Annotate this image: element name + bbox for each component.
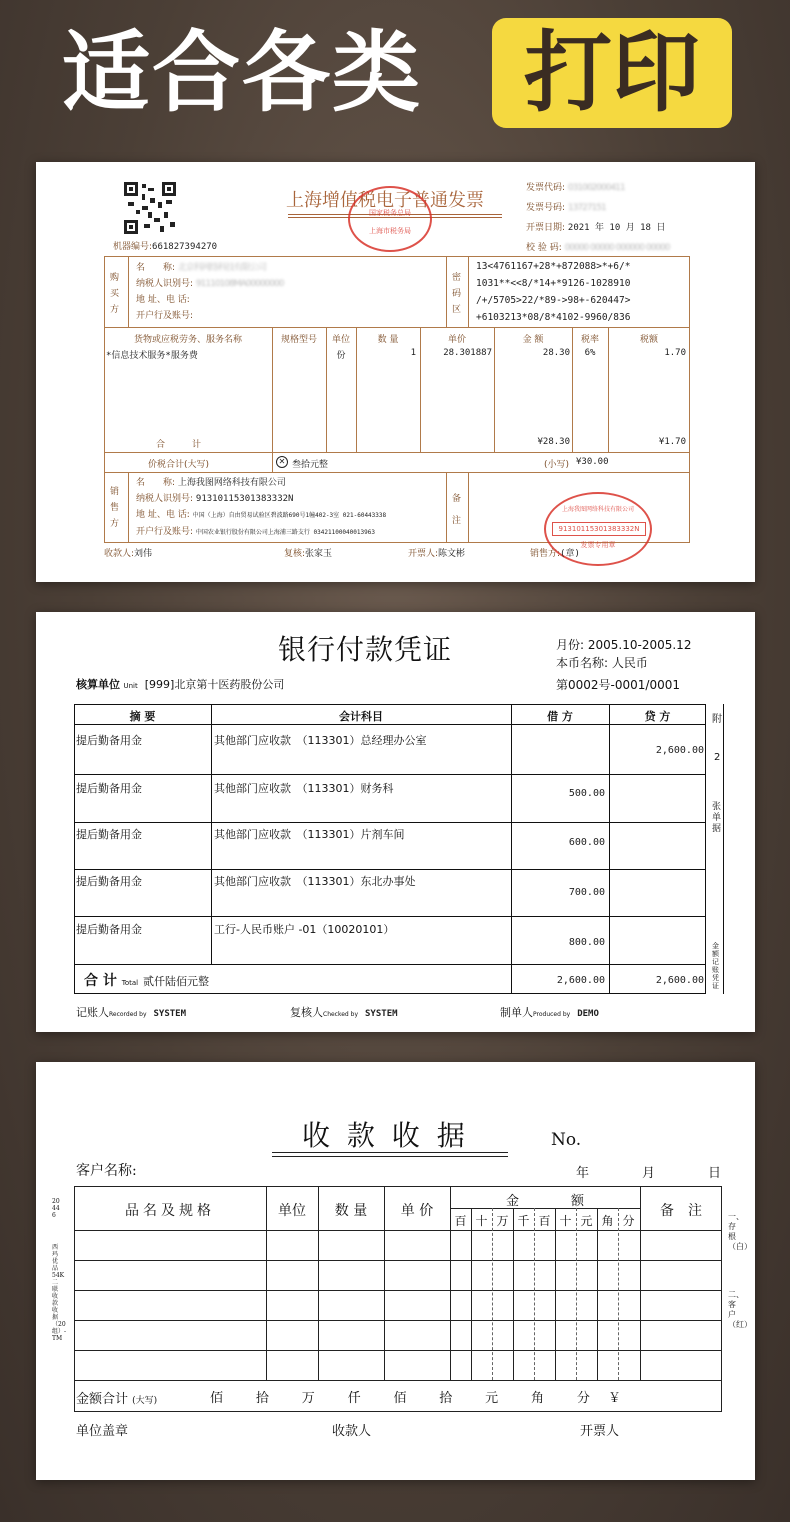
item-tax: 1.70 bbox=[664, 348, 686, 358]
invoice-code: 发票代码: 031002000411 bbox=[526, 183, 625, 193]
issuer: 开票人:陈文彬 bbox=[408, 549, 466, 559]
total-label: 合 计 bbox=[156, 440, 202, 450]
invoice-number: 发票号码: 13727151 bbox=[526, 203, 606, 213]
reviewer: 复核:张家玉 bbox=[284, 549, 333, 559]
voucher-month: 月份: 2005.10-2005.12 bbox=[556, 638, 692, 652]
footer-issuer: 开票人 bbox=[580, 1424, 620, 1439]
invoice-date: 开票日期: 2021 年 10 月 18 日 bbox=[526, 223, 666, 233]
remark-label: 备 注 bbox=[452, 494, 462, 526]
col-name-spec: 品名及规格 bbox=[125, 1203, 215, 1219]
e-invoice-sample bbox=[36, 162, 755, 582]
col-qty: 数 量 bbox=[334, 1203, 368, 1219]
side-attach: 附 bbox=[712, 714, 722, 725]
voucher-title: 银行付款凭证 bbox=[278, 633, 453, 666]
col-price: 单 价 bbox=[400, 1203, 434, 1219]
checker: 复核人Checked by SYSTEM bbox=[290, 1006, 398, 1019]
receipt-title: 收 款 收 据 bbox=[302, 1119, 469, 1152]
total-debit: 2,600.00 bbox=[556, 975, 605, 986]
invoice-check-code: 校 验 码: 00000 00000 000000 00000 bbox=[526, 243, 670, 253]
receipt-form-sample bbox=[36, 1062, 755, 1480]
cipher-section-label: 密 码 区 bbox=[452, 273, 462, 315]
total-amount: ¥28.30 bbox=[537, 437, 570, 447]
side-copy-2: 二、客户（红） bbox=[728, 1290, 752, 1329]
col-amount: 金 额 bbox=[522, 335, 544, 345]
bookkeeper: 记账人Recorded by SYSTEM bbox=[76, 1006, 187, 1019]
col-spec: 规格型号 bbox=[280, 335, 317, 345]
col-credit: 贷 方 bbox=[644, 710, 671, 723]
customer-label: 客户名称: bbox=[76, 1163, 137, 1179]
row-account: 其他部门应收款 （113301）总经理办公室 bbox=[214, 734, 427, 747]
row-summary: 提后勤备用金 bbox=[76, 875, 142, 888]
seller-info: 名 称: 上海我图网络科技有限公司 纳税人识别号: 91310115301383332N 地 址、电 话: 中国（上海）自由贸易试验区碧波路690号1幢402-3室 021-60443338 开户行及账号: 中国农业银行股份有限公司上海浦三路支行 03421100040013963 bbox=[136, 478, 387, 537]
side-copy-1: 一、存根（白） bbox=[728, 1212, 752, 1251]
item-name: *信息技术服务*服务费 bbox=[106, 351, 198, 361]
col-amount: 金 额 bbox=[505, 1194, 584, 1209]
footer-seal: 单位盖章 bbox=[76, 1424, 129, 1439]
seller-section-label: 销 售 方 bbox=[110, 487, 120, 529]
row-debit: 500.00 bbox=[568, 788, 605, 799]
col-price: 单价 bbox=[447, 335, 466, 345]
col-tax: 税额 bbox=[639, 335, 658, 345]
side-code: 20446 bbox=[52, 1198, 60, 1219]
headline-text: 适合各类 bbox=[62, 21, 423, 124]
row-debit: 800.00 bbox=[568, 937, 605, 948]
col-account: 会计科目 bbox=[339, 710, 383, 723]
total-units: 佰 拾 万 仟 佰 拾 元 角 分 bbox=[210, 1391, 590, 1406]
buyer-section-label: 购 买 方 bbox=[110, 273, 120, 315]
item-price: 28.301887 bbox=[443, 348, 492, 358]
total-tax: ¥1.70 bbox=[658, 437, 686, 447]
sum-small: ¥30.00 bbox=[576, 457, 609, 467]
col-remark: 备 注 bbox=[660, 1203, 702, 1219]
total-label: 金额合计 (大写) bbox=[76, 1392, 158, 1407]
row-summary: 提后勤备用金 bbox=[76, 923, 142, 936]
close-icon: ✕ bbox=[276, 456, 288, 468]
side-product-text: 西玛优品54K二联收款收据（20组）-TM bbox=[52, 1244, 67, 1342]
year-label: 年 bbox=[576, 1166, 590, 1181]
bank-payment-voucher-sample bbox=[36, 612, 755, 1032]
voucher-number: 第0002号-0001/0001 bbox=[556, 678, 680, 692]
row-account: 其他部门应收款 （113301）片剂车间 bbox=[214, 828, 405, 841]
row-debit: 600.00 bbox=[568, 837, 605, 848]
sum-words: 叁拾元整 bbox=[292, 460, 329, 470]
receipt-no-label: No. bbox=[551, 1130, 582, 1150]
row-summary: 提后勤备用金 bbox=[76, 782, 142, 795]
voucher-currency: 本币名称: 人民币 bbox=[556, 656, 648, 670]
row-summary: 提后勤备用金 bbox=[76, 734, 142, 747]
day-label: 日 bbox=[708, 1166, 722, 1181]
row-account: 工行-人民币账户 -01（10020101） bbox=[214, 923, 395, 936]
qr-code-icon bbox=[124, 182, 176, 234]
maker: 制单人Produced by DEMO bbox=[500, 1006, 599, 1019]
item-unit: 份 bbox=[336, 351, 346, 361]
company-invoice-seal: 上海我图网络科技有限公司 91310115301383332N 发票专用章 bbox=[544, 492, 652, 566]
total-credit: 2,600.00 bbox=[655, 975, 704, 986]
col-unit: 单位 bbox=[278, 1203, 306, 1219]
col-item-name: 货物或应税劳务、服务名称 bbox=[133, 335, 242, 345]
invoice-meta bbox=[526, 178, 669, 258]
footer-payee: 收款人 bbox=[332, 1424, 372, 1439]
col-rate: 税率 bbox=[580, 335, 599, 345]
side-doc: 张 单据 bbox=[712, 802, 722, 834]
item-qty: 1 bbox=[410, 348, 416, 358]
col-debit: 借 方 bbox=[547, 710, 573, 723]
col-summary: 摘 要 bbox=[129, 710, 156, 723]
month-label: 月 bbox=[642, 1166, 656, 1181]
row-account: 其他部门应收款 （113301）财务科 bbox=[214, 782, 394, 795]
seller-sign: 销售方:(章) bbox=[530, 549, 580, 559]
title-underline bbox=[272, 1152, 508, 1157]
item-rate: 6% bbox=[584, 348, 596, 358]
yen-sign: ￥ bbox=[608, 1391, 622, 1406]
invoice-title: 上海增值税电子普通发票 bbox=[286, 190, 484, 211]
row-credit: 2,600.00 bbox=[655, 745, 704, 756]
payee: 收款人:刘伟 bbox=[104, 549, 153, 559]
cipher-area: 13<4761167+28*+872088>*+6/* 1031**<<8/*14+*9126-1028910 /+/5705>22/*89->98+-620447> +6103213*08/8*4102-9960/836 bbox=[476, 261, 631, 323]
sum-small-label: (小写) bbox=[544, 460, 570, 470]
side-voucher-type: 金额记账凭证 bbox=[712, 942, 719, 990]
item-amount: 28.30 bbox=[542, 348, 570, 358]
buyer-info: 名 称: 北京科网络科技有限公司 纳税人识别号: 91110108MA00000000 地 址、电 话: 开户行及账号: bbox=[136, 263, 284, 321]
side-count: 2 bbox=[714, 752, 721, 763]
row-debit: 700.00 bbox=[568, 887, 605, 898]
sum-label: 价税合计(大写) bbox=[148, 460, 210, 470]
row-summary: 提后勤备用金 bbox=[76, 828, 142, 841]
voucher-unit: 核算单位 Unit [999]北京第十医药股份公司 bbox=[76, 678, 285, 691]
tax-bureau-seal: 国家税务总局 上海市税务局 bbox=[348, 186, 432, 252]
col-unit: 单位 bbox=[331, 335, 350, 345]
digit-headers: 百 十 万 千 百 十 元 角 分 bbox=[454, 1214, 635, 1228]
headline-accent-text: 打印 bbox=[523, 21, 700, 124]
machine-number: 机器编号:661827394270 bbox=[113, 242, 218, 252]
row-account: 其他部门应收款 （113301）东北办事处 bbox=[214, 875, 416, 888]
col-qty: 数 量 bbox=[377, 335, 399, 345]
total-label: 合 计 Total 贰仟陆佰元整 bbox=[84, 973, 209, 989]
